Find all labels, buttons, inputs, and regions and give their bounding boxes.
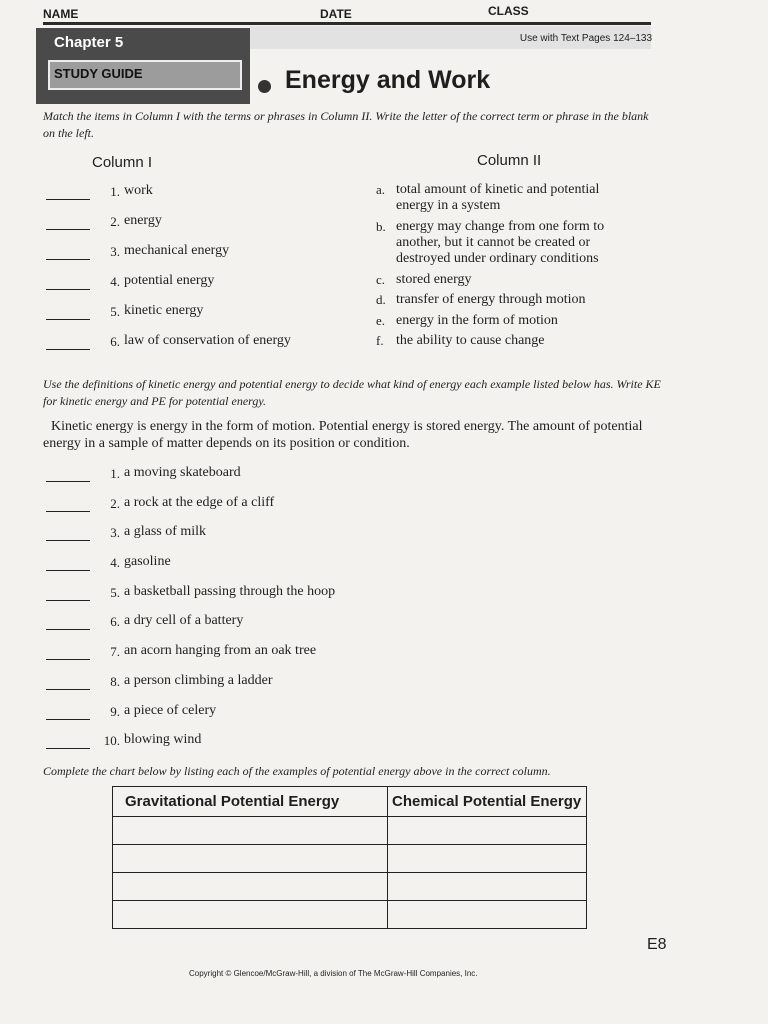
item-number: 7. <box>110 644 120 660</box>
item-number: 2. <box>110 495 120 511</box>
item-letter: c. <box>376 272 386 287</box>
copyright: Copyright © Glencoe/McGraw-Hill, a division of The McGraw-Hill Companies, Inc. <box>189 969 478 978</box>
item-number: 4. <box>110 555 120 571</box>
item-text: energy may change from one form to another, but it cannot be created or destroyed under ordinary conditions <box>396 219 605 266</box>
answer-blank[interactable] <box>46 628 90 630</box>
item-text: a moving skateboard <box>124 465 241 480</box>
item-number: 5. <box>110 584 120 600</box>
column-header-gravitational: Gravitational Potential Energy <box>113 787 388 817</box>
answer-blank[interactable] <box>46 258 90 260</box>
matching-instructions: Match the items in Column I with the terms or phrases in Column II. Write the letter of the correct term or phrase in the blank on the left. <box>43 109 649 140</box>
item-text: stored energy <box>396 272 472 287</box>
column2-heading: Column II <box>477 152 542 169</box>
item-text: kinetic energy <box>124 303 204 318</box>
item-number: 3. <box>110 244 120 259</box>
table-cell[interactable] <box>388 901 587 929</box>
answer-blank[interactable] <box>46 539 90 541</box>
answer-blank[interactable] <box>46 348 90 350</box>
table-header-row <box>113 787 587 817</box>
item-letter: f. <box>376 333 384 348</box>
item-text: a basketball passing through the hoop <box>124 583 336 599</box>
item-text: the ability to cause change <box>396 333 545 348</box>
item-text: a person climbing a ladder <box>124 672 273 688</box>
table-cell[interactable] <box>113 901 388 929</box>
answer-blank[interactable] <box>46 318 90 320</box>
table-cell[interactable] <box>113 845 388 873</box>
column-header-chemical: Chemical Potential Energy <box>388 787 587 817</box>
definition-text: Kinetic energy is energy in the form of motion. Potential energy is stored energy. The amount of potential energy in a sample of matter depends on its position or condition. <box>43 419 643 451</box>
chapter-title: Chapter 5 <box>54 34 124 51</box>
table-row <box>113 901 587 929</box>
answer-blank[interactable] <box>46 288 90 290</box>
table-row <box>113 873 587 901</box>
item-letter: a. <box>376 182 386 197</box>
item-text: a piece of celery <box>124 702 217 718</box>
item-text: transfer of energy through motion <box>396 292 586 307</box>
item-text: potential energy <box>124 273 215 288</box>
name-label: NAME <box>43 7 79 21</box>
item-text: total amount of kinetic and potential energy in a system <box>396 182 600 213</box>
item-text: a dry cell of a battery <box>124 613 244 629</box>
table-cell[interactable] <box>388 845 587 873</box>
table-row <box>113 845 587 873</box>
item-text: an acorn hanging from an oak tree <box>124 643 317 659</box>
chart-instructions: Complete the chart below by listing each of the examples of potential energy above in the correct column. <box>43 764 551 778</box>
answer-blank[interactable] <box>46 510 90 512</box>
table-cell[interactable] <box>113 817 388 845</box>
table-row <box>113 817 587 845</box>
answer-blank[interactable] <box>46 480 90 482</box>
table-cell[interactable] <box>388 873 587 901</box>
item-letter: e. <box>376 313 386 328</box>
item-text: a glass of milk <box>124 524 207 540</box>
item-text: work <box>124 183 153 198</box>
item-number: 6. <box>110 334 120 349</box>
kepe-instructions: Use the definitions of kinetic energy and potential energy to decide what kind of energy each example listed below has. Write KE for kinetic energy and PE for potential energy. <box>43 377 661 408</box>
answer-blank[interactable] <box>46 228 90 230</box>
header-rule <box>43 22 651 25</box>
item-number: 9. <box>110 703 120 719</box>
answer-blank[interactable] <box>46 747 90 749</box>
item-number: 1. <box>110 184 120 199</box>
item-text: energy <box>124 213 162 228</box>
answer-blank[interactable] <box>46 718 90 720</box>
item-text: mechanical energy <box>124 243 230 258</box>
item-text: energy in the form of motion <box>396 313 558 328</box>
text-pages: Use with Text Pages 124–133 <box>519 33 652 44</box>
item-text: law of conservation of energy <box>124 333 291 348</box>
item-number: 3. <box>110 525 120 541</box>
item-number: 1. <box>110 466 120 481</box>
study-guide-label: STUDY GUIDE <box>54 66 143 81</box>
item-letter: b. <box>376 219 386 234</box>
item-text: gasoline <box>124 554 171 570</box>
column1-heading: Column I <box>92 154 153 171</box>
potential-energy-chart <box>112 786 587 929</box>
page-title: Energy and Work <box>285 66 491 94</box>
bullet-icon <box>258 80 271 93</box>
item-letter: d. <box>376 292 386 307</box>
item-number: 8. <box>110 673 120 689</box>
date-label: DATE <box>320 7 352 21</box>
item-number: 4. <box>110 274 120 289</box>
answer-blank[interactable] <box>46 569 90 571</box>
item-number: 6. <box>110 614 120 630</box>
page-number: E8 <box>647 936 667 953</box>
item-number: 10. <box>103 733 120 749</box>
answer-blank[interactable] <box>46 658 90 660</box>
item-text: blowing wind <box>124 732 202 748</box>
class-label: CLASS <box>488 4 529 18</box>
table-cell[interactable] <box>388 817 587 845</box>
item-number: 2. <box>110 214 120 229</box>
answer-blank[interactable] <box>46 599 90 601</box>
answer-blank[interactable] <box>46 198 90 200</box>
item-number: 5. <box>110 304 120 319</box>
item-text: a rock at the edge of a cliff <box>124 494 275 510</box>
answer-blank[interactable] <box>46 688 90 690</box>
table-cell[interactable] <box>113 873 388 901</box>
